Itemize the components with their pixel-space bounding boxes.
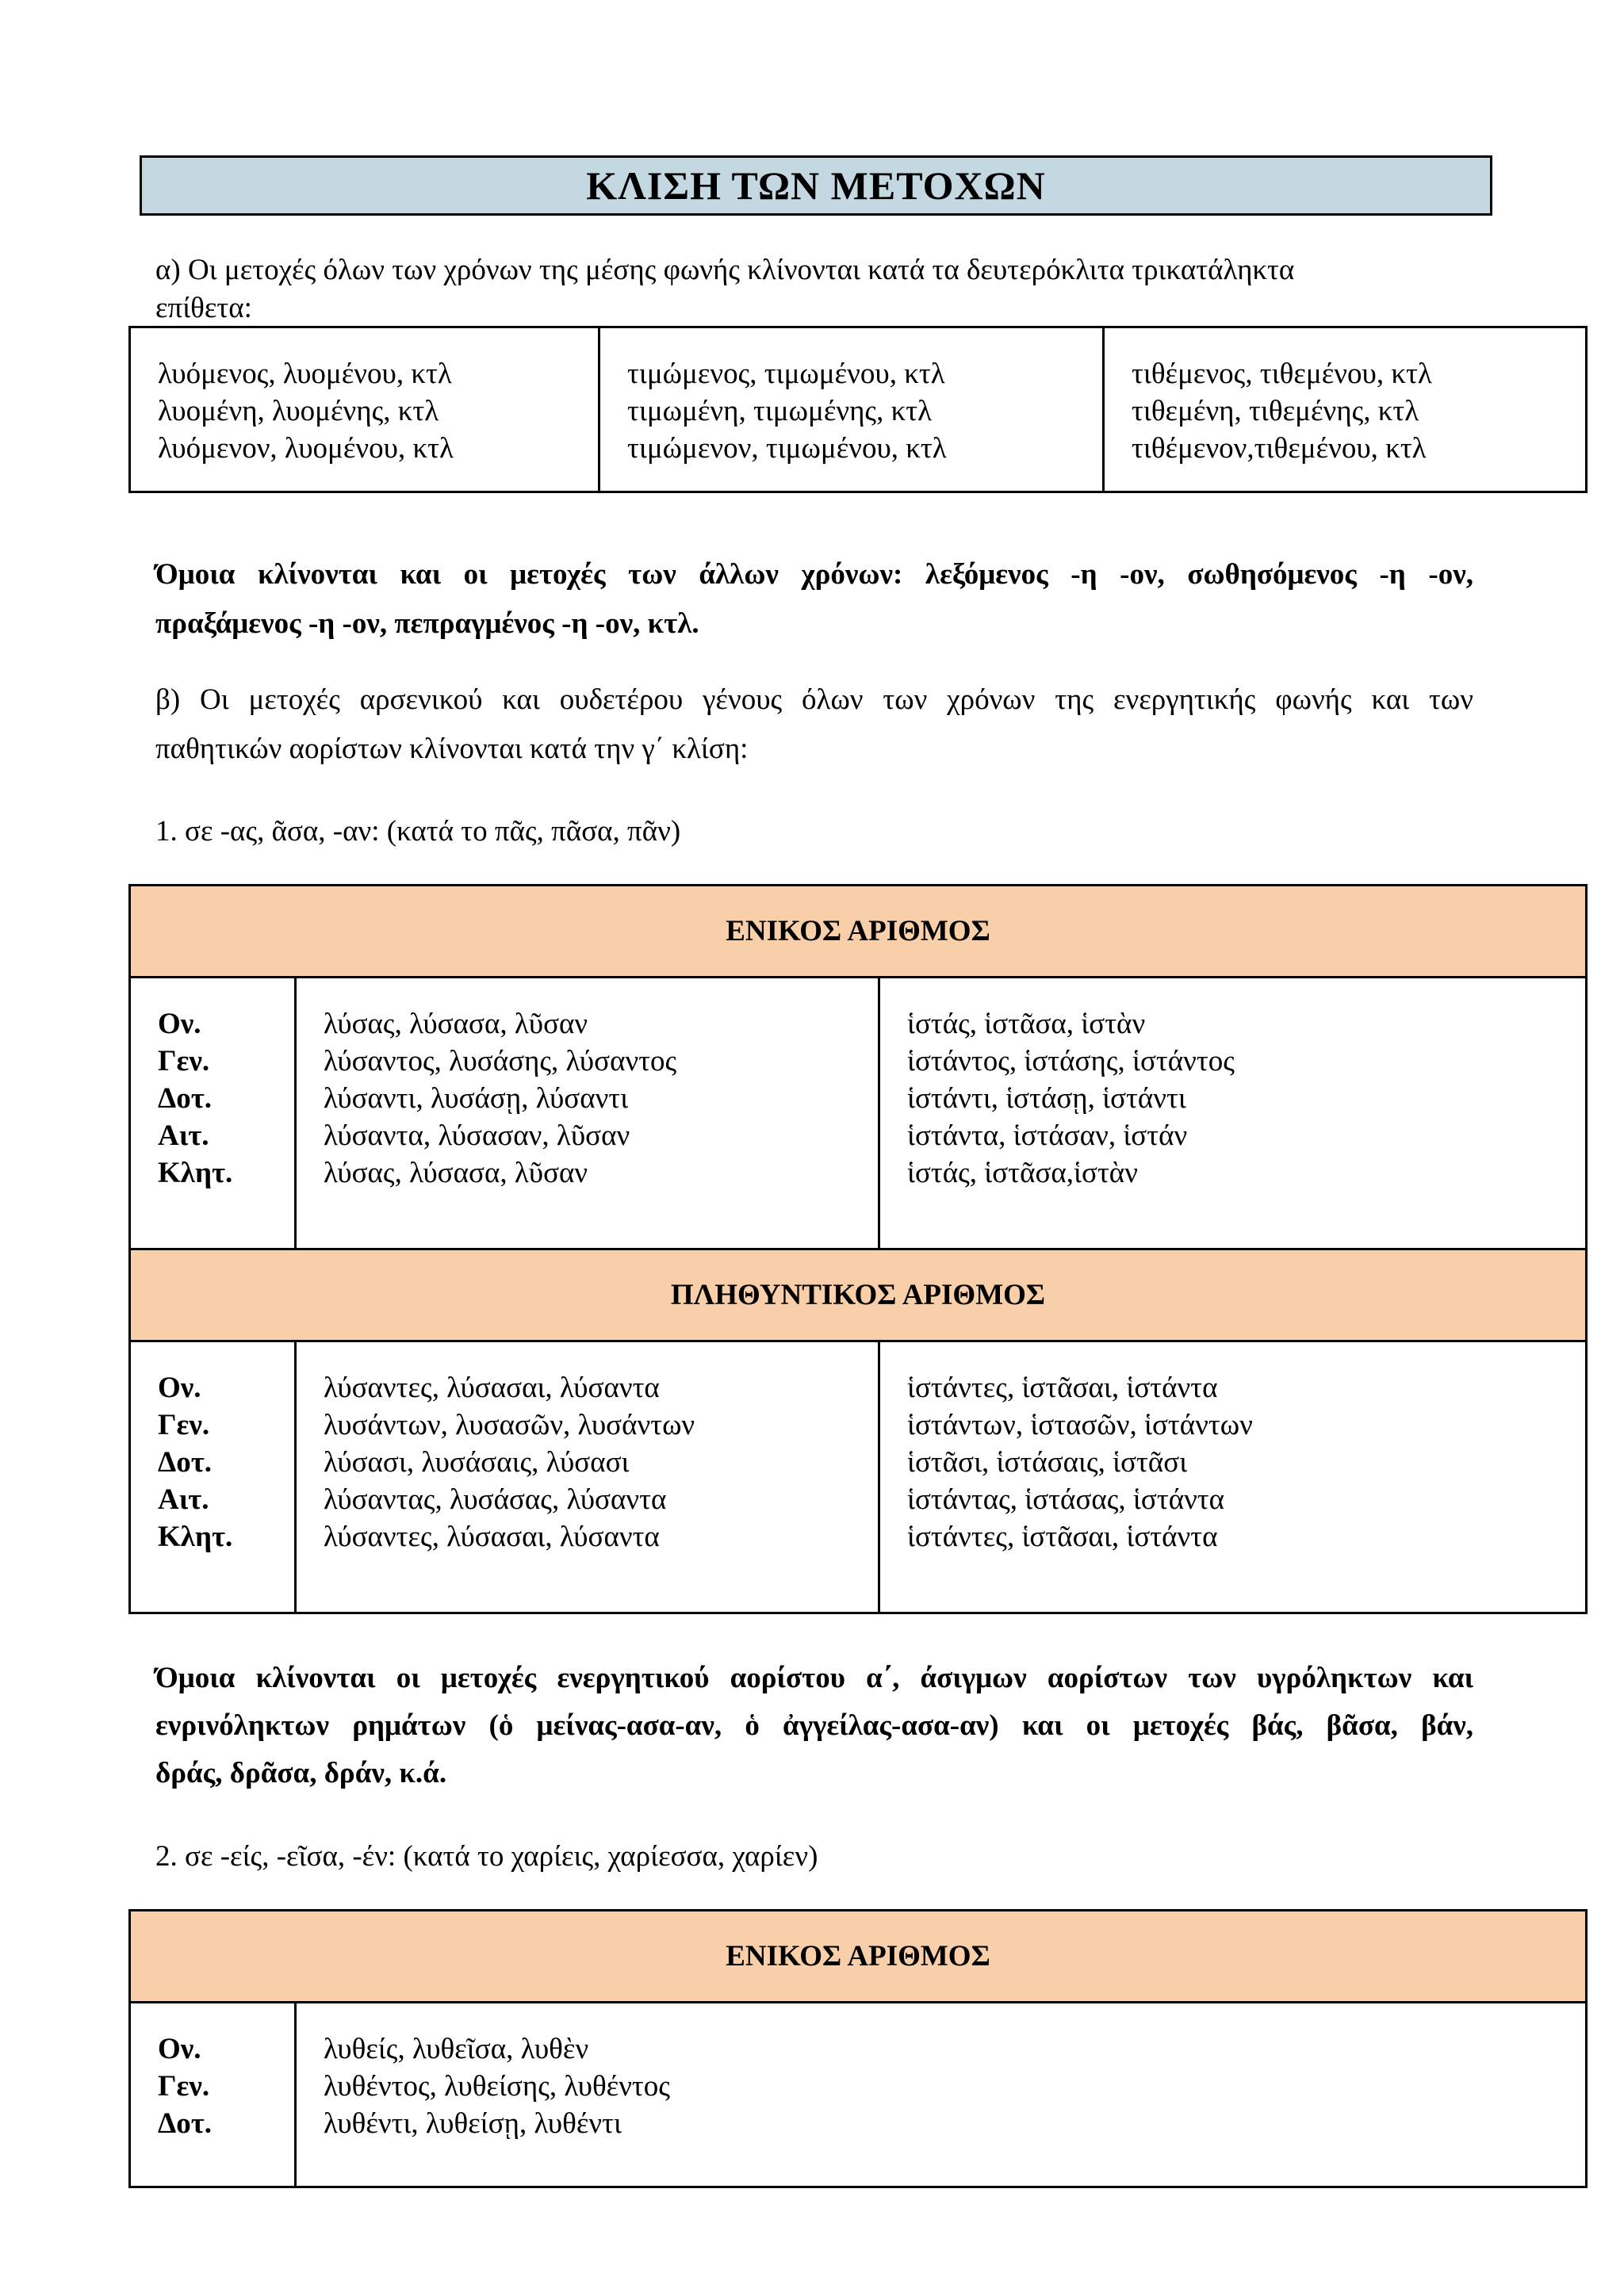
lysas-singular-column [296,978,879,1249]
cell-line: τιθέμενον,τιθεμένου, κτλ [1132,432,1427,465]
form-line: ἱστᾶσι, ἱστάσαις, ἱστᾶσι [907,1446,1188,1479]
case-label: Δοτ. [158,1446,213,1479]
table-cell-tithemenos [1104,327,1587,492]
singular-header: ΕΝΙΚΟΣ ΑΡΙΘΜΟΣ [130,886,1587,978]
note-2-paragraph-end [155,1750,1473,1797]
intro-a-line-2: επίθετα: [155,292,252,324]
cell-line: τιμωμένη, τιμωμένης, κτλ [627,395,933,427]
form-line: ἱστάντας, ἱστάσας, ἱστάντα [907,1483,1225,1516]
case-label: Δοτ. [158,1082,213,1115]
table-cell-timomenos [599,327,1104,492]
case-label: Αιτ. [158,1119,209,1152]
case-labels-column [130,978,296,1249]
intro-a-paragraph [155,251,1503,327]
cell-line: τιθεμένη, τιθεμένης, κτλ [1132,395,1419,427]
case-label: Αιτ. [158,1483,209,1516]
form-line: λύσαντες, λύσασαι, λύσαντα [324,1521,660,1553]
form-line: ἱστάντων, ἱστασῶν, ἱστάντων [907,1409,1253,1441]
section-1-heading: 1. σε -ας, ᾶσα, -αν: (κατά το πᾶς, πᾶσα, πᾶν) [155,815,681,848]
form-line: λύσαντες, λύσασαι, λύσαντα [324,1372,660,1404]
case-label: Γεν. [158,2070,210,2103]
form-line: λύσαντι, λυσάσῃ, λύσαντι [324,1082,629,1115]
form-line: ἱστάς, ἱστᾶσα, ἱστὰν [907,1008,1146,1040]
case-labels-column [130,2003,296,2187]
intro-b-line-2: παθητικών αορίστων κλίνονται κατά την γ΄ κλίση: [155,733,749,765]
case-label: Ον. [158,1008,201,1040]
case-label: Κλητ. [158,1521,233,1553]
cell-line: λυόμενος, λυομένου, κτλ [158,358,452,390]
histas-singular-column [879,978,1587,1249]
note-2-paragraph [155,1655,1473,1750]
table-row [130,327,1587,492]
form-line: ἱστάντος, ἱστάσης, ἱστάντος [907,1045,1235,1077]
form-line: λυσάντων, λυσασῶν, λυσάντων [324,1409,695,1441]
form-line: λύσας, λύσασα, λῦσαν [324,1008,588,1040]
cell-line: λυομένη, λυομένης, κτλ [158,395,439,427]
table-row [130,978,1587,1249]
lytheis-singular-column [296,2003,1587,2187]
intro-a-line-1: α) Οι μετοχές όλων των χρόνων της μέσης φωνής κλίνονται κατά τα δευτερόκλιτα τρικατάληκτα [155,254,1295,286]
note-1-paragraph-end [155,599,1473,649]
case-label: Γεν. [158,1045,210,1077]
form-line: ἱστάς, ἱστᾶσα,ἱστὰν [907,1157,1138,1189]
form-line: λύσαντος, λυσάσης, λύσαντος [324,1045,677,1077]
section-2-heading: 2. σε -είς, -εῖσα, -έν: (κατά το χαρίεις, χαρίεσσα, χαρίεν) [155,1840,818,1873]
case-label: Ον. [158,2033,201,2065]
histas-plural-column [879,1341,1587,1613]
declension-table-2 [128,1909,1588,2188]
form-line: λύσασι, λυσάσαις, λύσασι [324,1446,630,1479]
table-row [130,1911,1587,2003]
form-line: ἱστάντες, ἱστᾶσαι, ἱστάντα [907,1521,1218,1553]
form-line: λύσαντα, λύσασαν, λῦσαν [324,1119,630,1152]
case-labels-column [130,1341,296,1613]
intro-b-paragraph-end [155,725,1473,774]
table-row [130,2003,1587,2187]
note-1-paragraph [155,550,1473,599]
form-line: λύσαντας, λυσάσας, λύσαντα [324,1483,667,1516]
form-line: ἱστάντες, ἱστᾶσαι, ἱστάντα [907,1372,1218,1404]
form-line: ἱστάντι, ἱστάσῃ, ἱστάντι [907,1082,1186,1115]
page-title: ΚΛΙΣΗ ΤΩΝ ΜΕΤΟΧΩΝ [140,155,1492,216]
note-1-line-1: Όμοια κλίνονται και οι μετοχές των άλλων χρόνων: λεξόμενος -η -ον, σωθησόμενος -η -ον, [155,558,1473,591]
table-cell-luomenos [130,327,599,492]
table-row [130,1341,1587,1613]
table-row [130,886,1587,978]
note-2-line-2: ενρινόληκτων ρημάτων (ὁ μείνας-ασα-αν, ὁ ἀγγείλας-ασα-αν) και οι μετοχές βάς, βᾶσα, βάν, [155,1709,1473,1742]
form-line: λυθέντι, λυθείσῃ, λυθέντι [324,2107,622,2140]
form-line: λυθέντος, λυθείσης, λυθέντος [324,2070,670,2103]
case-label: Δοτ. [158,2107,213,2140]
middle-voice-participles-table [128,326,1588,493]
case-label: Ον. [158,1372,201,1404]
lysas-plural-column [296,1341,879,1613]
cell-line: τιμώμενος, τιμωμένου, κτλ [627,358,945,390]
form-line: λυθείς, λυθεῖσα, λυθὲν [324,2033,589,2065]
form-line: ἱστάντα, ἱστάσαν, ἱστάν [907,1119,1188,1152]
declension-table-1 [128,884,1588,1614]
singular-header: ΕΝΙΚΟΣ ΑΡΙΘΜΟΣ [130,1911,1587,2003]
cell-line: τιθέμενος, τιθεμένου, κτλ [1132,358,1432,390]
form-line: λύσας, λύσασα, λῦσαν [324,1157,588,1189]
note-2-line-1: Όμοια κλίνονται οι μετοχές ενεργητικού αορίστου α΄, άσιγμων αορίστων των υγρόληκτων και [155,1662,1473,1694]
case-label: Κλητ. [158,1157,233,1189]
cell-line: λυόμενον, λυομένου, κτλ [158,432,454,465]
note-1-line-2: πραξάμενος -η -ον, πεπραγμένος -η -ον, κτλ. [155,607,699,640]
plural-header: ΠΛΗΘΥΝΤΙΚΟΣ ΑΡΙΘΜΟΣ [130,1249,1587,1341]
table-row [130,1249,1587,1341]
case-label: Γεν. [158,1409,210,1441]
intro-b-paragraph [155,675,1473,725]
intro-b-line-1: β) Οι μετοχές αρσενικού και ουδετέρου γένους όλων των χρόνων της ενεργητικής φωνής και των [155,683,1473,716]
note-2-line-3: δράς, δρᾶσα, δράν, κ.ά. [155,1757,447,1789]
cell-line: τιμώμενον, τιμωμένου, κτλ [627,432,947,465]
